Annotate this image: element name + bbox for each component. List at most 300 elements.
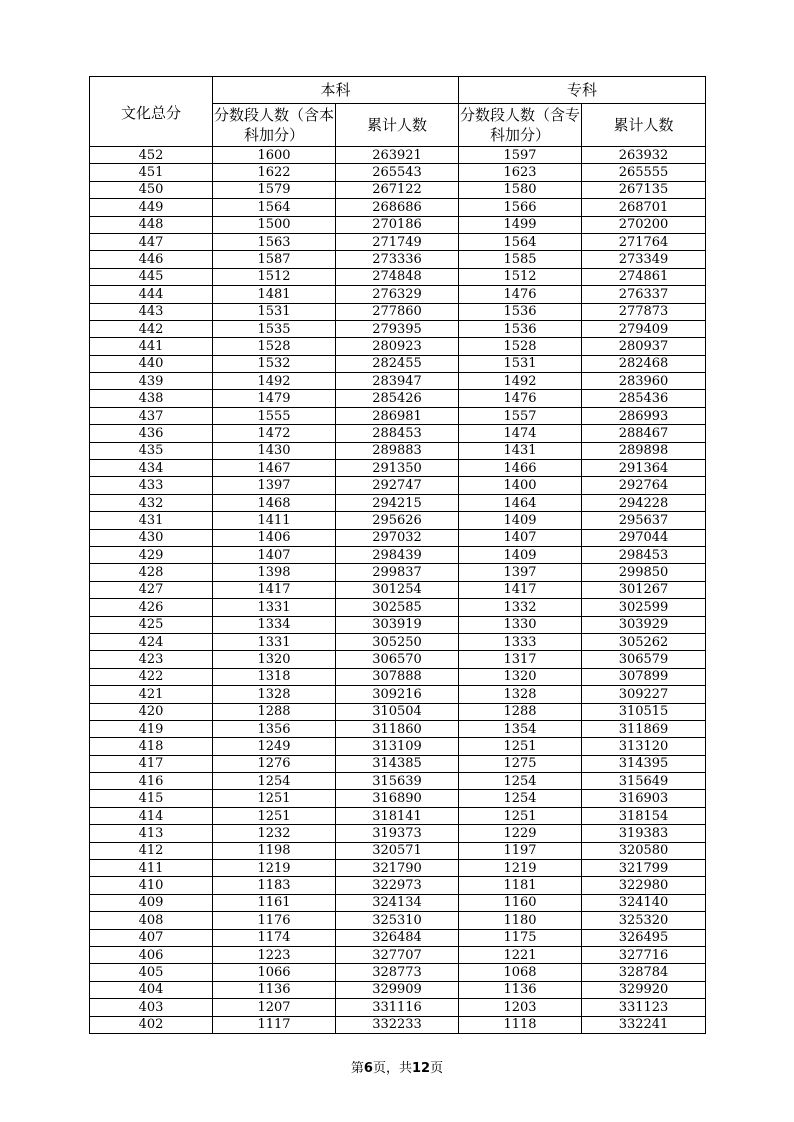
cell-total-score: 412 bbox=[90, 842, 213, 859]
footer-suffix: 页 bbox=[430, 1061, 444, 1076]
cell-benke-segment: 1407 bbox=[213, 546, 336, 563]
table-row bbox=[90, 164, 706, 181]
table-row bbox=[90, 442, 706, 459]
table-row bbox=[90, 407, 706, 424]
cell-zhuanke-cumulative: 283960 bbox=[582, 373, 706, 390]
cell-benke-segment: 1563 bbox=[213, 233, 336, 250]
cell-total-score: 452 bbox=[90, 147, 213, 164]
cell-total-score: 417 bbox=[90, 755, 213, 772]
cell-benke-segment: 1587 bbox=[213, 251, 336, 268]
cell-total-score: 414 bbox=[90, 807, 213, 824]
table-row bbox=[90, 199, 706, 216]
table-row bbox=[90, 581, 706, 598]
cell-zhuanke-segment: 1580 bbox=[459, 181, 582, 198]
cell-zhuanke-segment: 1407 bbox=[459, 529, 582, 546]
cell-benke-cumulative: 267122 bbox=[336, 181, 459, 198]
table-row bbox=[90, 964, 706, 981]
cell-benke-cumulative: 297032 bbox=[336, 529, 459, 546]
cell-zhuanke-segment: 1528 bbox=[459, 338, 582, 355]
cell-total-score: 428 bbox=[90, 564, 213, 581]
cell-zhuanke-segment: 1464 bbox=[459, 494, 582, 511]
cell-benke-segment: 1176 bbox=[213, 912, 336, 929]
table-row bbox=[90, 999, 706, 1016]
cell-benke-cumulative: 311860 bbox=[336, 720, 459, 737]
cell-benke-segment: 1492 bbox=[213, 373, 336, 390]
cell-total-score: 430 bbox=[90, 529, 213, 546]
cell-total-score: 419 bbox=[90, 720, 213, 737]
cell-zhuanke-segment: 1474 bbox=[459, 425, 582, 442]
cell-zhuanke-segment: 1354 bbox=[459, 720, 582, 737]
cell-zhuanke-segment: 1332 bbox=[459, 599, 582, 616]
cell-benke-segment: 1207 bbox=[213, 999, 336, 1016]
table-row bbox=[90, 529, 706, 546]
cell-benke-cumulative: 302585 bbox=[336, 599, 459, 616]
cell-benke-cumulative: 292747 bbox=[336, 477, 459, 494]
cell-zhuanke-segment: 1623 bbox=[459, 164, 582, 181]
table-row bbox=[90, 512, 706, 529]
table-row bbox=[90, 564, 706, 581]
cell-benke-cumulative: 303919 bbox=[336, 616, 459, 633]
cell-total-score: 449 bbox=[90, 199, 213, 216]
cell-zhuanke-cumulative: 298453 bbox=[582, 546, 706, 563]
cell-zhuanke-cumulative: 321799 bbox=[582, 860, 706, 877]
cell-benke-segment: 1531 bbox=[213, 303, 336, 320]
cell-total-score: 413 bbox=[90, 825, 213, 842]
cell-zhuanke-cumulative: 305262 bbox=[582, 633, 706, 650]
cell-zhuanke-segment: 1317 bbox=[459, 651, 582, 668]
cell-zhuanke-cumulative: 331123 bbox=[582, 999, 706, 1016]
cell-total-score: 427 bbox=[90, 581, 213, 598]
cell-total-score: 409 bbox=[90, 894, 213, 911]
cell-total-score: 433 bbox=[90, 477, 213, 494]
cell-total-score: 416 bbox=[90, 773, 213, 790]
cell-total-score: 403 bbox=[90, 999, 213, 1016]
cell-zhuanke-segment: 1219 bbox=[459, 860, 582, 877]
cell-zhuanke-segment: 1417 bbox=[459, 581, 582, 598]
cell-zhuanke-cumulative: 265555 bbox=[582, 164, 706, 181]
cell-zhuanke-segment: 1136 bbox=[459, 981, 582, 998]
cell-zhuanke-segment: 1229 bbox=[459, 825, 582, 842]
cell-zhuanke-cumulative: 295637 bbox=[582, 512, 706, 529]
table-row bbox=[90, 842, 706, 859]
cell-benke-segment: 1411 bbox=[213, 512, 336, 529]
cell-benke-segment: 1331 bbox=[213, 633, 336, 650]
cell-benke-cumulative: 307888 bbox=[336, 668, 459, 685]
cell-benke-cumulative: 273336 bbox=[336, 251, 459, 268]
cell-zhuanke-cumulative: 268701 bbox=[582, 199, 706, 216]
header-benke-segment: 分数段人数（含本科加分） bbox=[213, 104, 336, 147]
cell-zhuanke-cumulative: 326495 bbox=[582, 929, 706, 946]
cell-benke-cumulative: 319373 bbox=[336, 825, 459, 842]
cell-benke-cumulative: 315639 bbox=[336, 773, 459, 790]
cell-total-score: 408 bbox=[90, 912, 213, 929]
cell-benke-cumulative: 318141 bbox=[336, 807, 459, 824]
cell-zhuanke-cumulative: 297044 bbox=[582, 529, 706, 546]
footer-prefix: 第 bbox=[350, 1061, 364, 1076]
cell-benke-segment: 1472 bbox=[213, 425, 336, 442]
cell-zhuanke-segment: 1254 bbox=[459, 773, 582, 790]
cell-benke-cumulative: 329909 bbox=[336, 981, 459, 998]
cell-zhuanke-segment: 1288 bbox=[459, 703, 582, 720]
cell-benke-segment: 1528 bbox=[213, 338, 336, 355]
cell-benke-cumulative: 282455 bbox=[336, 355, 459, 372]
cell-benke-cumulative: 274848 bbox=[336, 268, 459, 285]
cell-zhuanke-segment: 1221 bbox=[459, 946, 582, 963]
header-group-zhuanke: 专科 bbox=[459, 77, 706, 104]
table-row bbox=[90, 703, 706, 720]
cell-total-score: 415 bbox=[90, 790, 213, 807]
header-total-score: 文化总分 bbox=[90, 77, 213, 147]
cell-total-score: 451 bbox=[90, 164, 213, 181]
cell-total-score: 445 bbox=[90, 268, 213, 285]
cell-benke-cumulative: 327707 bbox=[336, 946, 459, 963]
table-body bbox=[90, 147, 706, 1034]
footer-middle: 页，共 bbox=[372, 1061, 412, 1076]
table-row bbox=[90, 599, 706, 616]
cell-benke-segment: 1406 bbox=[213, 529, 336, 546]
table-row bbox=[90, 425, 706, 442]
cell-zhuanke-segment: 1536 bbox=[459, 303, 582, 320]
cell-total-score: 404 bbox=[90, 981, 213, 998]
cell-benke-cumulative: 289883 bbox=[336, 442, 459, 459]
cell-zhuanke-cumulative: 280937 bbox=[582, 338, 706, 355]
cell-benke-cumulative: 306570 bbox=[336, 651, 459, 668]
cell-zhuanke-cumulative: 282468 bbox=[582, 355, 706, 372]
cell-zhuanke-segment: 1564 bbox=[459, 233, 582, 250]
cell-benke-segment: 1500 bbox=[213, 216, 336, 233]
cell-benke-cumulative: 301254 bbox=[336, 581, 459, 598]
header-zhuanke-cumulative: 累计人数 bbox=[582, 104, 706, 147]
cell-zhuanke-cumulative: 315649 bbox=[582, 773, 706, 790]
cell-benke-cumulative: 310504 bbox=[336, 703, 459, 720]
cell-total-score: 420 bbox=[90, 703, 213, 720]
cell-total-score: 407 bbox=[90, 929, 213, 946]
cell-benke-segment: 1532 bbox=[213, 355, 336, 372]
cell-benke-cumulative: 332233 bbox=[336, 1016, 459, 1033]
cell-benke-segment: 1223 bbox=[213, 946, 336, 963]
cell-zhuanke-cumulative: 299850 bbox=[582, 564, 706, 581]
cell-zhuanke-segment: 1492 bbox=[459, 373, 582, 390]
cell-benke-cumulative: 328773 bbox=[336, 964, 459, 981]
cell-benke-segment: 1249 bbox=[213, 738, 336, 755]
cell-zhuanke-cumulative: 311869 bbox=[582, 720, 706, 737]
cell-benke-segment: 1251 bbox=[213, 807, 336, 824]
table-row bbox=[90, 616, 706, 633]
table-row bbox=[90, 268, 706, 285]
cell-benke-cumulative: 276329 bbox=[336, 286, 459, 303]
cell-benke-cumulative: 326484 bbox=[336, 929, 459, 946]
cell-total-score: 426 bbox=[90, 599, 213, 616]
cell-zhuanke-segment: 1397 bbox=[459, 564, 582, 581]
cell-benke-segment: 1183 bbox=[213, 877, 336, 894]
cell-benke-cumulative: 280923 bbox=[336, 338, 459, 355]
cell-total-score: 442 bbox=[90, 320, 213, 337]
cell-zhuanke-segment: 1512 bbox=[459, 268, 582, 285]
cell-benke-cumulative: 322973 bbox=[336, 877, 459, 894]
cell-zhuanke-cumulative: 279409 bbox=[582, 320, 706, 337]
cell-zhuanke-cumulative: 277873 bbox=[582, 303, 706, 320]
cell-benke-cumulative: 288453 bbox=[336, 425, 459, 442]
cell-total-score: 437 bbox=[90, 407, 213, 424]
table-row bbox=[90, 303, 706, 320]
table-row bbox=[90, 286, 706, 303]
cell-benke-segment: 1356 bbox=[213, 720, 336, 737]
cell-total-score: 418 bbox=[90, 738, 213, 755]
table-row bbox=[90, 633, 706, 650]
table-row bbox=[90, 894, 706, 911]
cell-benke-segment: 1251 bbox=[213, 790, 336, 807]
table-row bbox=[90, 773, 706, 790]
cell-total-score: 402 bbox=[90, 1016, 213, 1033]
cell-zhuanke-cumulative: 285436 bbox=[582, 390, 706, 407]
cell-benke-segment: 1535 bbox=[213, 320, 336, 337]
cell-benke-segment: 1564 bbox=[213, 199, 336, 216]
cell-zhuanke-cumulative: 301267 bbox=[582, 581, 706, 598]
cell-total-score: 440 bbox=[90, 355, 213, 372]
cell-zhuanke-segment: 1536 bbox=[459, 320, 582, 337]
cell-zhuanke-segment: 1328 bbox=[459, 686, 582, 703]
cell-benke-segment: 1276 bbox=[213, 755, 336, 772]
table-row bbox=[90, 929, 706, 946]
cell-zhuanke-cumulative: 327716 bbox=[582, 946, 706, 963]
cell-zhuanke-cumulative: 324140 bbox=[582, 894, 706, 911]
table-row bbox=[90, 912, 706, 929]
table-row bbox=[90, 651, 706, 668]
cell-total-score: 435 bbox=[90, 442, 213, 459]
cell-benke-cumulative: 268686 bbox=[336, 199, 459, 216]
cell-zhuanke-cumulative: 319383 bbox=[582, 825, 706, 842]
cell-zhuanke-cumulative: 263932 bbox=[582, 147, 706, 164]
table-row bbox=[90, 147, 706, 164]
cell-benke-cumulative: 279395 bbox=[336, 320, 459, 337]
cell-benke-cumulative: 294215 bbox=[336, 494, 459, 511]
cell-benke-segment: 1512 bbox=[213, 268, 336, 285]
table-row bbox=[90, 807, 706, 824]
cell-benke-segment: 1254 bbox=[213, 773, 336, 790]
table-row bbox=[90, 981, 706, 998]
cell-benke-segment: 1622 bbox=[213, 164, 336, 181]
cell-zhuanke-cumulative: 294228 bbox=[582, 494, 706, 511]
cell-zhuanke-segment: 1333 bbox=[459, 633, 582, 650]
table-row bbox=[90, 477, 706, 494]
cell-zhuanke-cumulative: 332241 bbox=[582, 1016, 706, 1033]
cell-zhuanke-segment: 1585 bbox=[459, 251, 582, 268]
table-row bbox=[90, 460, 706, 477]
cell-zhuanke-segment: 1180 bbox=[459, 912, 582, 929]
cell-zhuanke-cumulative: 292764 bbox=[582, 477, 706, 494]
cell-benke-cumulative: 270186 bbox=[336, 216, 459, 233]
table-row bbox=[90, 233, 706, 250]
cell-benke-segment: 1334 bbox=[213, 616, 336, 633]
cell-total-score: 436 bbox=[90, 425, 213, 442]
cell-benke-cumulative: 295626 bbox=[336, 512, 459, 529]
table-row bbox=[90, 877, 706, 894]
cell-zhuanke-cumulative: 302599 bbox=[582, 599, 706, 616]
table-row bbox=[90, 373, 706, 390]
table-row bbox=[90, 355, 706, 372]
cell-benke-segment: 1288 bbox=[213, 703, 336, 720]
cell-total-score: 434 bbox=[90, 460, 213, 477]
cell-benke-cumulative: 265543 bbox=[336, 164, 459, 181]
table-row bbox=[90, 755, 706, 772]
cell-total-score: 405 bbox=[90, 964, 213, 981]
table-row bbox=[90, 686, 706, 703]
cell-zhuanke-cumulative: 270200 bbox=[582, 216, 706, 233]
cell-total-score: 443 bbox=[90, 303, 213, 320]
cell-zhuanke-cumulative: 313120 bbox=[582, 738, 706, 755]
cell-zhuanke-cumulative: 318154 bbox=[582, 807, 706, 824]
cell-benke-segment: 1117 bbox=[213, 1016, 336, 1033]
cell-benke-cumulative: 286981 bbox=[336, 407, 459, 424]
cell-zhuanke-cumulative: 291364 bbox=[582, 460, 706, 477]
cell-zhuanke-segment: 1254 bbox=[459, 790, 582, 807]
cell-zhuanke-segment: 1531 bbox=[459, 355, 582, 372]
cell-zhuanke-segment: 1466 bbox=[459, 460, 582, 477]
cell-total-score: 444 bbox=[90, 286, 213, 303]
table-header bbox=[90, 77, 706, 147]
cell-benke-segment: 1417 bbox=[213, 581, 336, 598]
cell-total-score: 438 bbox=[90, 390, 213, 407]
table-row bbox=[90, 251, 706, 268]
table-row bbox=[90, 790, 706, 807]
cell-benke-cumulative: 314385 bbox=[336, 755, 459, 772]
cell-total-score: 441 bbox=[90, 338, 213, 355]
table-row bbox=[90, 338, 706, 355]
header-group-benke: 本科 bbox=[213, 77, 459, 104]
page-footer bbox=[0, 1057, 794, 1076]
cell-zhuanke-cumulative: 289898 bbox=[582, 442, 706, 459]
table-row bbox=[90, 390, 706, 407]
cell-zhuanke-cumulative: 322980 bbox=[582, 877, 706, 894]
cell-benke-cumulative: 298439 bbox=[336, 546, 459, 563]
cell-zhuanke-segment: 1476 bbox=[459, 390, 582, 407]
cell-zhuanke-cumulative: 286993 bbox=[582, 407, 706, 424]
cell-zhuanke-cumulative: 274861 bbox=[582, 268, 706, 285]
cell-zhuanke-segment: 1409 bbox=[459, 546, 582, 563]
table-row bbox=[90, 946, 706, 963]
cell-total-score: 450 bbox=[90, 181, 213, 198]
cell-total-score: 410 bbox=[90, 877, 213, 894]
cell-benke-segment: 1397 bbox=[213, 477, 336, 494]
cell-benke-segment: 1481 bbox=[213, 286, 336, 303]
footer-current-page: 6 bbox=[363, 1061, 373, 1076]
header-row-groups bbox=[90, 77, 706, 104]
table-row bbox=[90, 1016, 706, 1033]
cell-zhuanke-cumulative: 271764 bbox=[582, 233, 706, 250]
cell-total-score: 432 bbox=[90, 494, 213, 511]
cell-zhuanke-segment: 1597 bbox=[459, 147, 582, 164]
cell-zhuanke-segment: 1320 bbox=[459, 668, 582, 685]
cell-benke-cumulative: 324134 bbox=[336, 894, 459, 911]
table-row bbox=[90, 860, 706, 877]
cell-benke-segment: 1468 bbox=[213, 494, 336, 511]
cell-zhuanke-segment: 1476 bbox=[459, 286, 582, 303]
cell-zhuanke-cumulative: 303929 bbox=[582, 616, 706, 633]
cell-zhuanke-segment: 1068 bbox=[459, 964, 582, 981]
cell-benke-segment: 1232 bbox=[213, 825, 336, 842]
cell-zhuanke-cumulative: 314395 bbox=[582, 755, 706, 772]
cell-total-score: 425 bbox=[90, 616, 213, 633]
cell-benke-cumulative: 277860 bbox=[336, 303, 459, 320]
cell-benke-segment: 1066 bbox=[213, 964, 336, 981]
cell-benke-segment: 1318 bbox=[213, 668, 336, 685]
cell-total-score: 446 bbox=[90, 251, 213, 268]
cell-zhuanke-cumulative: 273349 bbox=[582, 251, 706, 268]
cell-benke-segment: 1219 bbox=[213, 860, 336, 877]
cell-zhuanke-segment: 1181 bbox=[459, 877, 582, 894]
cell-zhuanke-segment: 1197 bbox=[459, 842, 582, 859]
cell-zhuanke-segment: 1557 bbox=[459, 407, 582, 424]
cell-zhuanke-cumulative: 310515 bbox=[582, 703, 706, 720]
cell-zhuanke-cumulative: 306579 bbox=[582, 651, 706, 668]
cell-benke-segment: 1174 bbox=[213, 929, 336, 946]
header-zhuanke-segment: 分数段人数（含专科加分） bbox=[459, 104, 582, 147]
cell-benke-cumulative: 305250 bbox=[336, 633, 459, 650]
cell-zhuanke-cumulative: 316903 bbox=[582, 790, 706, 807]
cell-zhuanke-cumulative: 325320 bbox=[582, 912, 706, 929]
cell-zhuanke-segment: 1251 bbox=[459, 807, 582, 824]
table-row bbox=[90, 738, 706, 755]
cell-zhuanke-segment: 1400 bbox=[459, 477, 582, 494]
cell-zhuanke-cumulative: 328784 bbox=[582, 964, 706, 981]
cell-zhuanke-segment: 1499 bbox=[459, 216, 582, 233]
cell-benke-cumulative: 321790 bbox=[336, 860, 459, 877]
cell-benke-cumulative: 316890 bbox=[336, 790, 459, 807]
cell-zhuanke-segment: 1118 bbox=[459, 1016, 582, 1033]
cell-total-score: 422 bbox=[90, 668, 213, 685]
table-row bbox=[90, 181, 706, 198]
cell-benke-segment: 1161 bbox=[213, 894, 336, 911]
score-distribution-table bbox=[89, 76, 706, 1034]
cell-total-score: 447 bbox=[90, 233, 213, 250]
cell-benke-segment: 1479 bbox=[213, 390, 336, 407]
cell-benke-segment: 1136 bbox=[213, 981, 336, 998]
table-row bbox=[90, 546, 706, 563]
cell-benke-segment: 1398 bbox=[213, 564, 336, 581]
cell-benke-cumulative: 283947 bbox=[336, 373, 459, 390]
footer-total-pages: 12 bbox=[411, 1061, 431, 1076]
table-row bbox=[90, 320, 706, 337]
cell-benke-segment: 1328 bbox=[213, 686, 336, 703]
cell-total-score: 424 bbox=[90, 633, 213, 650]
table-row bbox=[90, 216, 706, 233]
cell-benke-cumulative: 285426 bbox=[336, 390, 459, 407]
cell-zhuanke-segment: 1203 bbox=[459, 999, 582, 1016]
cell-total-score: 406 bbox=[90, 946, 213, 963]
table-row bbox=[90, 825, 706, 842]
cell-benke-segment: 1331 bbox=[213, 599, 336, 616]
cell-zhuanke-segment: 1275 bbox=[459, 755, 582, 772]
cell-zhuanke-segment: 1431 bbox=[459, 442, 582, 459]
cell-total-score: 448 bbox=[90, 216, 213, 233]
cell-benke-segment: 1198 bbox=[213, 842, 336, 859]
cell-benke-cumulative: 291350 bbox=[336, 460, 459, 477]
header-benke-cumulative: 累计人数 bbox=[336, 104, 459, 147]
cell-benke-cumulative: 309216 bbox=[336, 686, 459, 703]
cell-zhuanke-segment: 1409 bbox=[459, 512, 582, 529]
cell-total-score: 423 bbox=[90, 651, 213, 668]
cell-benke-cumulative: 299837 bbox=[336, 564, 459, 581]
cell-zhuanke-segment: 1175 bbox=[459, 929, 582, 946]
cell-zhuanke-cumulative: 329920 bbox=[582, 981, 706, 998]
cell-total-score: 429 bbox=[90, 546, 213, 563]
cell-benke-segment: 1320 bbox=[213, 651, 336, 668]
cell-zhuanke-cumulative: 267135 bbox=[582, 181, 706, 198]
cell-zhuanke-segment: 1330 bbox=[459, 616, 582, 633]
cell-total-score: 431 bbox=[90, 512, 213, 529]
cell-total-score: 421 bbox=[90, 686, 213, 703]
cell-benke-cumulative: 271749 bbox=[336, 233, 459, 250]
